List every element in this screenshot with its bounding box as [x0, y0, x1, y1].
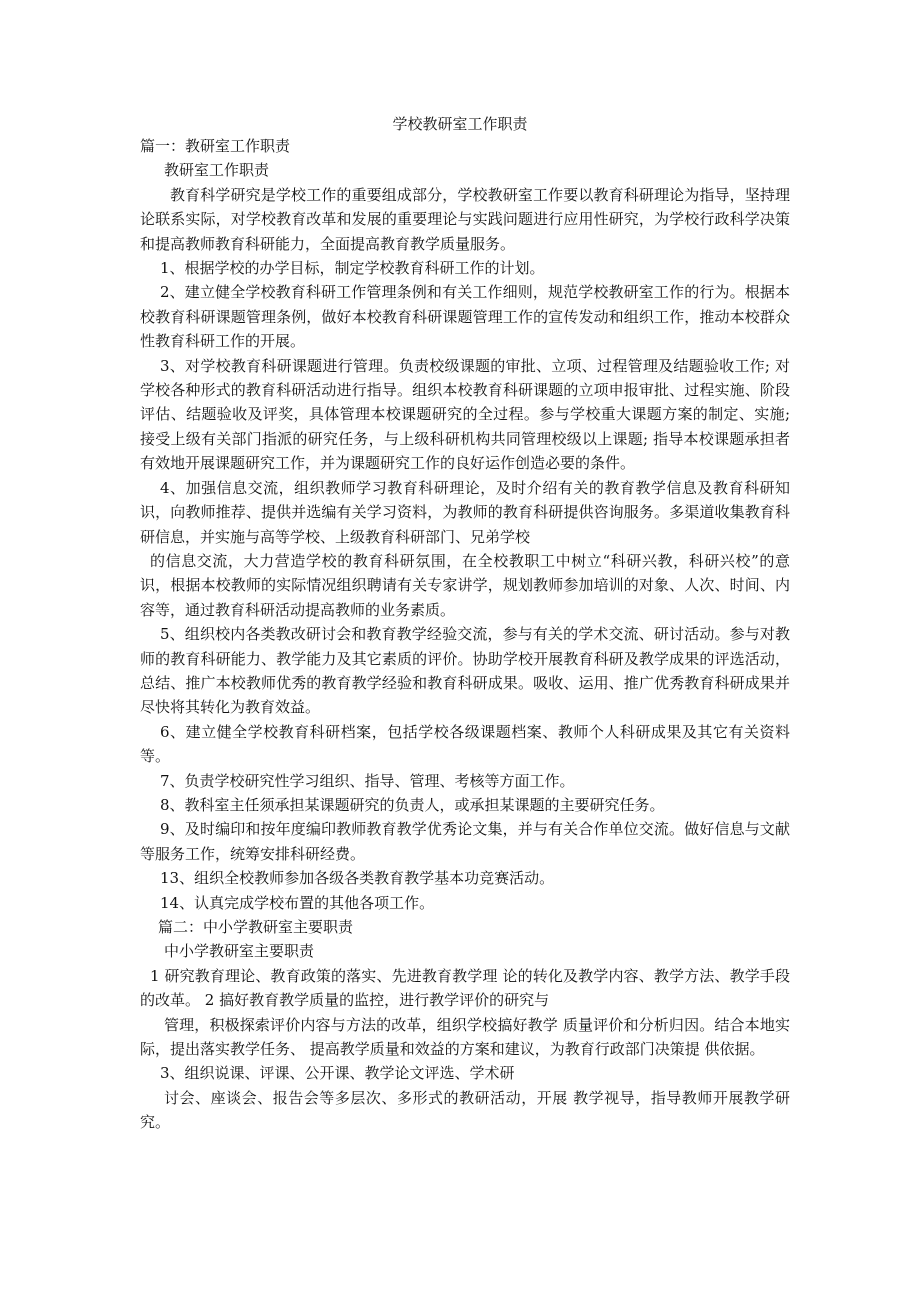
section2-item-3a: 3、组织说课、评课、公开课、教学论文评选、学术研	[160, 1064, 515, 1083]
document-body	[140, 134, 790, 1135]
section-subtitle-2: 中小学教研室主要职责	[164, 942, 315, 961]
section2-item-1: 1 研究教育理论、教育政策的落实、先进教育教学理 论的转化及教学内容、教学方法、教学手段的改革。 2 搞好教育教学质量的监控，进行教学评价的研究与	[140, 966, 790, 1010]
list-item-4a: 4、加强信息交流，组织教师学习教育科研理论，及时介绍有关的教育教学信息及教育科研知识，向教师推荐、提供并选编有关学习资料，为教师的教育科研提供咨询服务。多渠道收集教育科研信息，并实施与高等学校、上级教育科研部门、兄弟学校	[140, 478, 790, 546]
section-heading-2: 篇二：中小学教研室主要职责	[158, 918, 354, 936]
section-heading-1: 篇一：教研室工作职责	[140, 137, 291, 155]
list-item-7: 7、负责学校研究性学习组织、指导、管理、考核等方面工作。	[160, 771, 575, 790]
list-item-1: 1、根据学校的办学目标，制定学校教育科研工作的计划。	[160, 259, 545, 278]
list-item-9: 9、及时编印和按年度编印教师教育教学优秀论文集，并与有关合作单位交流。做好信息与文献等服务工作，统筹安排科研经费。	[140, 820, 790, 863]
document-title: 学校教研室工作职责	[392, 115, 528, 133]
list-item-2: 2、建立健全学校教育科研工作管理条例和有关工作细则，规范学校教研室工作的行为。根据本校教育科研课题管理条例，做好本校教育科研课题管理工作的宣传发动和组织工作，推动本校群众性教育科研工作的开展。	[140, 283, 790, 351]
list-item-4b: 的信息交流，大力营造学校的教育科研氛围，在全校教职工中树立“科研兴教，科研兴校”的意识，根据本校教师的实际情况组织聘请有关专家讲学，规划教师参加培训的对象、人次、时间、内容等，通过教育科研活动提高教师的业务素质。	[140, 551, 790, 619]
list-item-8: 8、教科室主任须承担某课题研究的负责人，或承担某课题的主要研究任务。	[160, 795, 665, 814]
section2-item-3b: 讨会、座谈会、报告会等多层次、多形式的教研活动，开展 教学视导，指导教师开展教学研究。	[140, 1088, 790, 1132]
list-item-6: 6、建立健全学校教育科研档案，包括学校各级课题档案、教师个人科研成果及其它有关资料等。	[140, 722, 790, 766]
list-item-14: 14、认真完成学校布置的其他各项工作。	[160, 893, 435, 912]
intro-paragraph: 教育科学研究是学校工作的重要组成部分，学校教研室工作要以教育科研理论为指导，坚持理论联系实际，对学校教育改革和发展的重要理论与实践问题进行应用性研究，为学校行政科学决策和提高教师教育科研能力，全面提高教育教学质量服务。	[140, 185, 790, 253]
list-item-13: 13、组织全校教师参加各级各类教育教学基本功竞赛活动。	[160, 869, 555, 888]
list-item-3: 3、对学校教育科研课题进行管理。负责校级课题的审批、立项、过程管理及结题验收工作; 对学校各种形式的教育科研活动进行指导。组织本校教育科研课题的立项申报审批、过程实施、阶段评估、结题验收及评奖，具体管理本校课题研究的全过程。参与学校重大课题方案的制定、实施; 接受上级有关部门指派的研究任务，与上级科研机构共同管理校级以上课题; 指导本校课题承担者有效地开展课题研究工作，并为课题研究工作的良好运作创造必要的条件。	[140, 356, 790, 473]
section2-item-2: 管理，积极探索评价内容与方法的改革，组织学校搞好教学 质量评价和分析归因。结合本地实际，提出落实教学任务、 提高教学质量和效益的方案和建议，为教育行政部门决策提 供依据。	[140, 1015, 790, 1059]
list-item-5: 5、组织校内各类教改研讨会和教育教学经验交流，参与有关的学术交流、研讨活动。参与对教师的教育科研能力、教学能力及其它素质的评价。协助学校开展教育科研及教学成果的评选活动，总结、推广本校教师优秀的教育教学经验和教育科研成果。吸收、运用、推广优秀教育科研成果并尽快将其转化为教育效益。	[140, 625, 790, 717]
section-subtitle-1: 教研室工作职责	[164, 161, 270, 180]
